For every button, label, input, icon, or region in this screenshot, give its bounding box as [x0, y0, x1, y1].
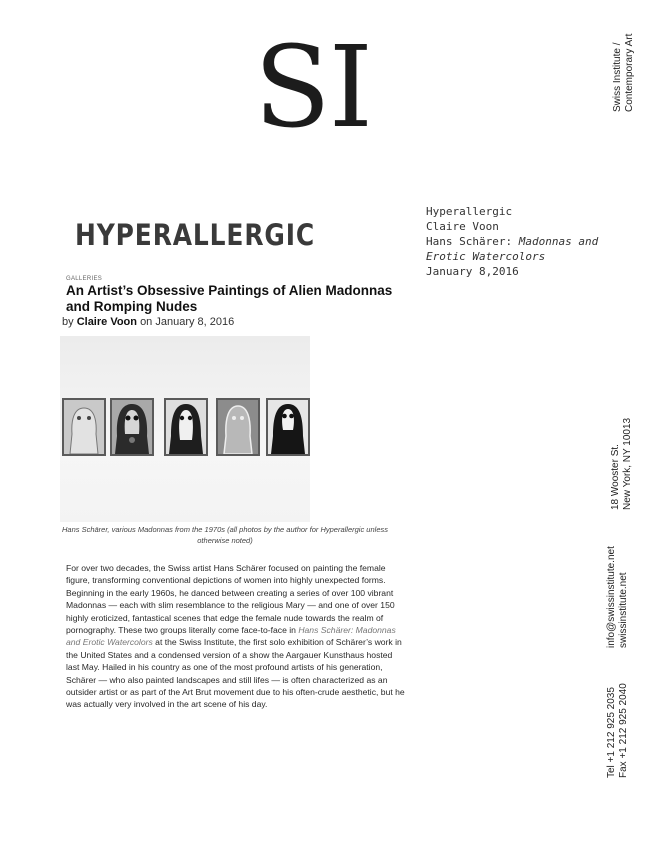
- madonna-painting-2: [110, 398, 154, 456]
- institute-line-1: Swiss Institute /: [612, 42, 623, 112]
- citation-date: January 8,2016: [426, 265, 519, 278]
- website-link[interactable]: swissinstitute.net: [618, 572, 629, 648]
- address-line-2: New York, NY 10013: [622, 417, 633, 510]
- byline-date: on January 8, 2016: [140, 316, 235, 328]
- phone-contact: [606, 683, 630, 778]
- fax: Fax +1 212 925 2040: [618, 683, 629, 778]
- madonna-painting-4: [216, 398, 260, 456]
- madonna-painting-5: [266, 398, 310, 456]
- email-link[interactable]: info@swissinstitute.net: [606, 546, 617, 648]
- exhibition-link[interactable]: Hans Schärer: Madonnas and Erotic Watercolors: [66, 625, 396, 648]
- citation-show-title-1: Madonnas and: [518, 235, 599, 248]
- madonna-painting-3: [164, 398, 208, 456]
- citation-block: [426, 204, 598, 279]
- address: [610, 418, 634, 510]
- body-part-2: at the Swiss Institute, the first solo exhibition of Schärer’s work in the United States and a condensed version of a show the Aargauer Kunsthaus hosted last May. Hailed in his country as one of the most profound artists of his generation, Schärer — who also painted landscapes and still lifes — is often characterized as an outsider artist or as part of the Art Brut movement due to his often-crude aesthetic, but he was actually very involved in the art scene of his day.: [66, 637, 405, 710]
- citation-publication: Hyperallergic: [426, 205, 513, 218]
- citation-show: [426, 234, 598, 249]
- citation-show-prefix: Hans Schärer:: [426, 235, 519, 248]
- article-body: [66, 562, 406, 711]
- byline-by: by: [62, 316, 74, 328]
- byline-author[interactable]: Claire Voon: [76, 316, 137, 328]
- hyperallergic-masthead: HYPERALLERGIC: [75, 218, 316, 252]
- category-label[interactable]: GALLERIES: [66, 276, 103, 282]
- si-logo: SI: [254, 23, 371, 153]
- institute-line-2: Contemporary Art: [624, 33, 635, 112]
- madonna-painting-1: [62, 398, 106, 456]
- telephone: Tel +1 212 925 2035: [606, 687, 617, 778]
- body-part-1: For over two decades, the Swiss artist Hans Schärer focused on painting the female figure, transforming conventional depictions of women into highly unexpected forms. Beginning in the early 1960s, he danced between creating a series of over 100 vibrant Madonnas — each with slim resemblance to the religious Mary — and one of over 150 highly eroticized, fantastical scenes that edge the female nude towards the realm of pornography. These two groups literally come face-to-face in: [66, 563, 395, 636]
- web-contact: [606, 546, 630, 648]
- photo-caption: Hans Schärer, various Madonnas from the 1970s (all photos by the author for Hyperallergic unless otherwise noted): [61, 525, 388, 545]
- citation-show-title-2: Erotic Watercolors: [426, 250, 546, 263]
- byline: [62, 316, 234, 328]
- article-photo: [60, 336, 310, 522]
- institute-name: [612, 34, 636, 112]
- address-line-1: 18 Wooster St.: [610, 444, 621, 510]
- article-title: An Artist’s Obsessive Paintings of Alien Madonnas and Romping Nudes: [66, 283, 393, 314]
- citation-author: Claire Voon: [426, 220, 499, 233]
